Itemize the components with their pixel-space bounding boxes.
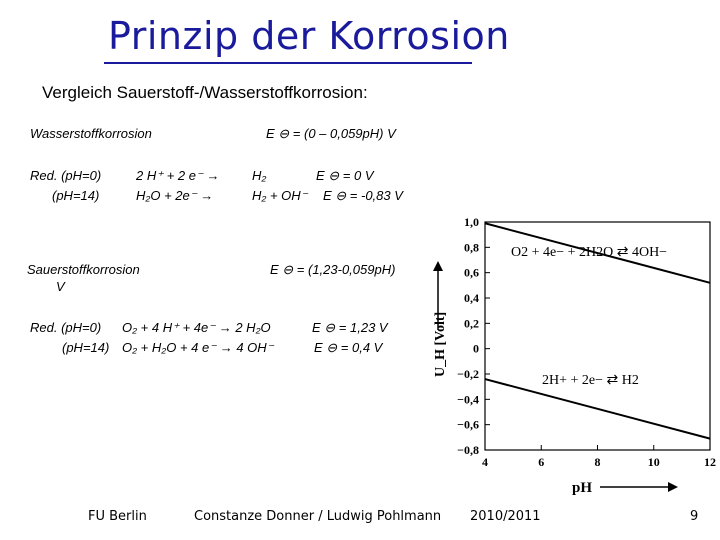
hydrogen-row1-product: H₂ xyxy=(252,168,267,183)
hydrogen-potential-formula: E ⊖ = (0 – 0,059pH) V xyxy=(266,126,396,141)
y-tick-label: 0,6 xyxy=(464,265,479,280)
oxygen-row1-potential: E ⊖ = 1,23 V xyxy=(312,320,388,335)
title-underline xyxy=(104,62,472,64)
x-tick-label: 4 xyxy=(482,455,488,469)
y-tick-label: −0,6 xyxy=(457,417,479,432)
y-axis-title: U_H [Volt] xyxy=(433,311,448,377)
y-tick-label: 0,2 xyxy=(464,316,479,331)
oxygen-row1-label: Red. (pH=0) xyxy=(30,320,102,335)
oxygen-series-label: O2 + 4e− + 2H2O ⇄ 4OH− xyxy=(511,245,668,260)
hydrogen-row2-label: (pH=14) xyxy=(52,188,100,203)
hydrogen-row1-potential: E ⊖ = 0 V xyxy=(316,168,374,183)
oxygen-row2-reaction: O₂ + H₂O + 4 e⁻ → 4 OH⁻ xyxy=(122,340,274,355)
x-tick-label: 8 xyxy=(594,455,601,469)
footer-page-number: 9 xyxy=(690,509,699,524)
y-tick-label: 0 xyxy=(473,341,479,356)
hydrogen-row2-potential: E ⊖ = -0,83 V xyxy=(323,188,403,203)
oxygen-potential-formula: E ⊖ = (1,23-0,059pH) xyxy=(270,262,396,277)
hydrogen-row1-label: Red. (pH=0) xyxy=(30,168,102,183)
y-axis-arrowhead xyxy=(433,261,443,271)
y-tick-label: 1,0 xyxy=(464,215,479,229)
y-tick-label: 0,4 xyxy=(464,291,479,305)
x-tick-label: 10 xyxy=(647,455,660,469)
hydrogen-series-label: 2H+ + 2e− ⇄ H2 xyxy=(542,373,639,388)
oxygen-row2-label: (pH=14) xyxy=(62,340,110,355)
x-tick-label: 12 xyxy=(704,455,716,469)
x-axis-arrowhead xyxy=(668,482,678,492)
y-tick-label: −0,2 xyxy=(457,367,479,381)
hydrogen-row1-reaction: 2 H⁺ + 2 e⁻ → xyxy=(136,168,220,183)
x-tick-label: 6 xyxy=(538,455,545,469)
hydrogen-row2-product: H₂ + OH⁻ xyxy=(252,188,308,203)
hydrogen-heading: Wasserstoffkorrosion xyxy=(30,126,152,141)
slide-title: Prinzip der Korrosion xyxy=(108,14,510,58)
footer-year: 2010/2011 xyxy=(470,509,541,524)
y-tick-label: −0,4 xyxy=(457,392,479,407)
oxygen-heading: Sauerstoffkorrosion xyxy=(27,262,140,277)
oxygen-row2-potential: E ⊖ = 0,4 V xyxy=(314,340,383,355)
hydrogen-row2-reaction: H₂O + 2e⁻ → xyxy=(136,188,214,203)
x-axis-title: pH xyxy=(572,480,593,496)
y-tick-label: −0,8 xyxy=(457,443,479,457)
slide-subtitle: Vergleich Sauerstoff-/Wasserstoffkorrosion: xyxy=(42,83,368,102)
y-tick-label: 0,8 xyxy=(464,240,479,255)
footer-authors: Constanze Donner / Ludwig Pohlmann xyxy=(194,509,442,524)
footer-institution: FU Berlin xyxy=(88,509,147,524)
potential-ph-chart xyxy=(420,205,718,500)
oxygen-heading-unit: V xyxy=(56,279,65,294)
oxygen-row1-reaction: O₂ + 4 H⁺ + 4e⁻ → 2 H₂O xyxy=(122,320,271,335)
